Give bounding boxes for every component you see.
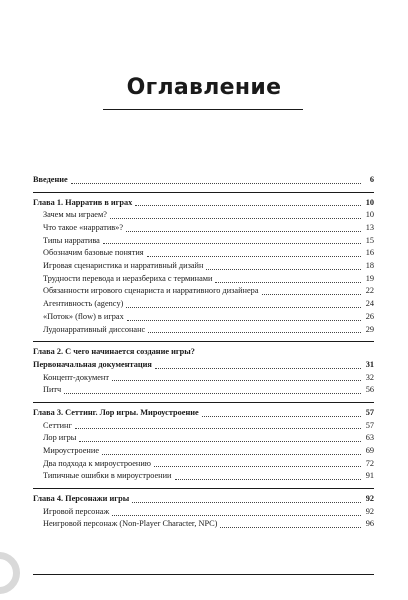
toc-section-entry[interactable]: [33, 260, 374, 273]
dot-leader: [202, 416, 361, 417]
toc-page-number: 18: [365, 261, 374, 271]
dot-leader: [148, 332, 361, 333]
toc-page-number: 69: [365, 446, 374, 456]
toc-section-entry[interactable]: [33, 372, 374, 385]
toc-entry-title: Агентивность (agency): [43, 299, 124, 309]
toc-chapter-entry[interactable]: [33, 174, 374, 187]
toc-chapter-heading: Глава 2. С чего начинается создание игры?: [33, 347, 195, 357]
toc-section-entry[interactable]: [33, 311, 374, 324]
toc-page-number: 32: [365, 372, 374, 382]
table-of-contents: [33, 174, 374, 531]
toc-page-number: 72: [365, 458, 374, 468]
toc-page-number: 16: [365, 248, 374, 258]
dot-leader: [112, 380, 361, 381]
toc-page-number: 19: [365, 273, 374, 283]
dot-leader: [75, 428, 361, 429]
toc-page-number: 29: [365, 324, 374, 334]
toc-page-number: 13: [365, 223, 374, 233]
toc-section-entry[interactable]: [33, 470, 374, 483]
toc-page-number: 15: [365, 235, 374, 245]
toc-section-entry[interactable]: [33, 324, 374, 337]
dot-leader: [102, 454, 361, 455]
toc-page-number: 91: [365, 471, 374, 481]
section-divider: [33, 488, 374, 489]
toc-entry-title: Два подхода к мироустроению: [43, 458, 152, 468]
toc-page-number: 22: [365, 286, 374, 296]
dot-leader: [135, 205, 361, 206]
toc-section-entry[interactable]: [33, 222, 374, 235]
dot-leader: [103, 243, 361, 244]
toc-entry-title: Глава 3. Сеттинг. Лор игры. Мироустроение: [33, 407, 199, 417]
dot-leader: [71, 183, 361, 184]
dot-leader: [79, 441, 361, 442]
toc-section-entry[interactable]: [33, 506, 374, 519]
toc-entry-title: Введение: [33, 174, 68, 184]
dot-leader: [127, 320, 361, 321]
toc-section-entry[interactable]: [33, 420, 374, 433]
toc-section-entry[interactable]: [33, 247, 374, 260]
toc-section-entry[interactable]: [33, 445, 374, 458]
toc-section-entry[interactable]: [33, 209, 374, 222]
toc-chapter-entry[interactable]: [33, 493, 374, 506]
toc-entry-title: Игровая сценаристика и нарративный дизайн: [43, 261, 204, 271]
toc-section-entry[interactable]: [33, 432, 374, 445]
toc-section-entry[interactable]: [33, 519, 374, 532]
dot-leader: [175, 479, 362, 480]
toc-section-entry[interactable]: [33, 298, 374, 311]
toc-page-number: 92: [365, 494, 374, 504]
dot-leader: [110, 218, 361, 219]
section-divider: [33, 402, 374, 403]
toc-page-number: 10: [365, 210, 374, 220]
dot-leader: [126, 231, 361, 232]
toc-page-number: 63: [365, 433, 374, 443]
dot-leader: [215, 282, 361, 283]
page-title: Оглавление: [126, 75, 282, 100]
toc-section-entry[interactable]: [33, 235, 374, 248]
dot-leader: [126, 307, 361, 308]
dot-leader: [64, 393, 361, 394]
toc-entry-title: Обозначим базовые понятия: [43, 248, 144, 258]
toc-entry-title: Типичные ошибки в мироустроении: [43, 471, 172, 481]
toc-entry-title: Обязанности игрового сценариста и нарративного дизайнера: [43, 286, 259, 296]
toc-page-number: 31: [365, 359, 374, 369]
toc-entry-title: Питч: [43, 385, 62, 395]
toc-page-number: 6: [369, 174, 374, 184]
toc-page-number: 26: [365, 311, 374, 321]
toc-page-number: 92: [365, 506, 374, 516]
toc-section-entry[interactable]: [33, 384, 374, 397]
toc-entry-title: Сеттинг: [43, 420, 72, 430]
section-divider: [33, 192, 374, 193]
toc-entry-title: Первоначальная документация: [33, 359, 152, 369]
dot-leader: [262, 294, 362, 295]
toc-entry-title: Типы нарратива: [43, 235, 100, 245]
toc-page-number: 56: [365, 385, 374, 395]
dot-leader: [132, 502, 361, 503]
toc-entry-title: Глава 1. Нарратив в играх: [33, 197, 133, 207]
toc-chapter-entry[interactable]: [33, 197, 374, 210]
toc-section-entry[interactable]: [33, 458, 374, 471]
footer-rule: [33, 574, 374, 575]
toc-entry-title: Глава 4. Персонажи игры: [33, 494, 130, 504]
toc-entry-title: Неигровой персонаж (Non-Player Character, NPC): [43, 519, 218, 529]
toc-entry-title: Лор игры: [43, 433, 77, 443]
toc-entry-title: Зачем мы играем?: [43, 210, 107, 220]
toc-entry-title: Игровой персонаж: [43, 506, 110, 516]
dot-leader: [147, 256, 361, 257]
toc-entry-title: «Поток» (flow) в играх: [43, 311, 124, 321]
toc-entry-title: Что такое «нарратив»?: [43, 223, 124, 233]
toc-page-number: 10: [365, 197, 374, 207]
toc-page-number: 96: [365, 519, 374, 529]
toc-chapter-entry[interactable]: [33, 359, 374, 372]
dot-leader: [220, 527, 361, 528]
toc-page-number: 24: [365, 299, 374, 309]
dot-leader: [112, 515, 361, 516]
page-corner-mark: [0, 552, 20, 594]
toc-page-number: 57: [365, 407, 374, 417]
dot-leader: [206, 269, 361, 270]
toc-chapter-entry[interactable]: [33, 407, 374, 420]
toc-section-entry[interactable]: [33, 273, 374, 286]
toc-page-number: 57: [365, 420, 374, 430]
dot-leader: [155, 368, 361, 369]
dot-leader: [154, 466, 361, 467]
toc-section-entry[interactable]: [33, 286, 374, 299]
section-divider: [33, 341, 374, 342]
title-underline: [103, 109, 303, 110]
toc-entry-title: Трудности перевода и неразбериха с терминами: [43, 273, 213, 283]
toc-entry-title: Концепт-документ: [43, 372, 109, 382]
toc-entry-title: Мироустроение: [43, 446, 99, 456]
toc-entry-title: Лудонарративный диссонанс: [43, 324, 146, 334]
